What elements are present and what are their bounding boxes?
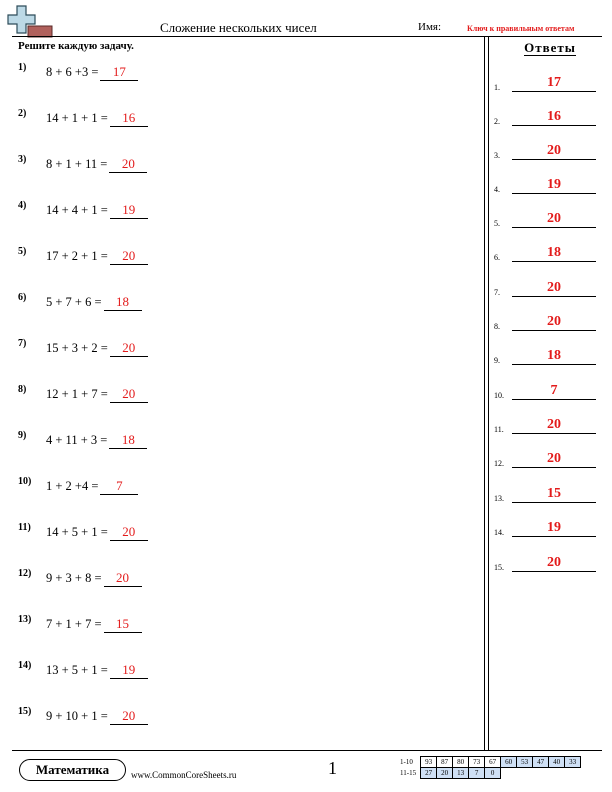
- answer-field[interactable]: 20: [110, 708, 148, 725]
- problem-number: 15): [18, 706, 32, 717]
- problem-expression: 13 + 5 + 1 =: [46, 663, 108, 677]
- problem-expression: 14 + 1 + 1 =: [46, 111, 108, 125]
- answer-field[interactable]: 20: [110, 340, 148, 357]
- problem-expression: 7 + 1 + 7 =: [46, 617, 102, 631]
- answer-key-item: 7. 20: [494, 279, 600, 297]
- footer-divider: [12, 750, 602, 751]
- page-title: Сложение нескольких чисел: [160, 20, 317, 35]
- problem-expression: 4 + 11 + 3 =: [46, 433, 108, 447]
- answer-field[interactable]: 20: [109, 156, 147, 173]
- problem-expression: 14 + 4 + 1 =: [46, 203, 108, 217]
- problem-expression: 15 + 3 + 2 =: [46, 341, 108, 355]
- problem-number: 7): [18, 338, 27, 349]
- answer-key-item: 4. 19: [494, 176, 600, 194]
- answer-field[interactable]: 18: [109, 432, 147, 449]
- problem-number: 9): [18, 430, 27, 441]
- answer-key-item: 9. 18: [494, 347, 600, 365]
- answer-key-item: 8. 20: [494, 313, 600, 331]
- answer-key-item: 12. 20: [494, 450, 600, 468]
- problem-number: 8): [18, 384, 27, 395]
- answer-field[interactable]: 19: [110, 202, 148, 219]
- instructions: Решите каждую задачу.: [18, 40, 134, 52]
- problem-expression: 17 + 2 + 1 =: [46, 249, 108, 263]
- score-row: 11-15 27 20 13 7 0: [398, 768, 581, 779]
- problem-number: 10): [18, 476, 32, 487]
- problem-expression: 8 + 1 + 11 =: [46, 157, 108, 171]
- answer-key-label: Ключ к правильным ответам: [467, 24, 575, 33]
- score-row: 1-10 93 87 80 73 67 60 53 47 40 33: [398, 757, 581, 768]
- header-divider: [12, 36, 602, 37]
- answer-key-item: 10. 7: [494, 382, 600, 400]
- problem-expression: 1 + 2 +4 =: [46, 479, 99, 493]
- answer-key-item: 6. 18: [494, 244, 600, 262]
- problem-number: 13): [18, 614, 32, 625]
- problem-number: 2): [18, 108, 27, 119]
- page-number: 1: [328, 758, 337, 778]
- answer-field[interactable]: 20: [110, 524, 148, 541]
- answers-heading: Ответы: [524, 40, 576, 55]
- problem-number: 3): [18, 154, 27, 165]
- answer-key-item: 1. 17: [494, 74, 600, 92]
- problem-number: 4): [18, 200, 27, 211]
- problem-number: 5): [18, 246, 27, 257]
- answer-field[interactable]: 20: [110, 386, 148, 403]
- problem-expression: 12 + 1 + 7 =: [46, 387, 108, 401]
- answer-field[interactable]: 18: [104, 294, 142, 311]
- problem-expression: 8 + 6 +3 =: [46, 65, 99, 79]
- brand-badge: Математика: [19, 759, 126, 781]
- problem-expression: 14 + 5 + 1 =: [46, 525, 108, 539]
- problem-expression: 5 + 7 + 6 =: [46, 295, 102, 309]
- answer-field[interactable]: 19: [110, 662, 148, 679]
- column-divider: [488, 37, 489, 750]
- answer-field[interactable]: 7: [100, 478, 138, 495]
- answer-key-item: 15. 20: [494, 554, 600, 572]
- answer-field[interactable]: 20: [110, 248, 148, 265]
- answer-key-item: 3. 20: [494, 142, 600, 160]
- plus-logo-icon: [6, 4, 54, 38]
- problem-number: 11): [18, 522, 31, 533]
- answer-key-item: 2. 16: [494, 108, 600, 126]
- problem-expression: 9 + 3 + 8 =: [46, 571, 102, 585]
- answer-key-item: 14. 19: [494, 519, 600, 537]
- column-divider: [484, 37, 485, 750]
- problem-number: 12): [18, 568, 32, 579]
- name-label: Имя:: [418, 21, 442, 33]
- score-table: [398, 756, 581, 779]
- problem-number: 14): [18, 660, 32, 671]
- answer-field[interactable]: 15: [104, 616, 142, 633]
- problem-number: 1): [18, 62, 27, 73]
- answer-field[interactable]: 20: [104, 570, 142, 587]
- problem-expression: 9 + 10 + 1 =: [46, 709, 108, 723]
- answer-field[interactable]: 17: [100, 64, 138, 81]
- site-url: www.CommonCoreSheets.ru: [131, 770, 237, 780]
- problem-number: 6): [18, 292, 27, 303]
- answer-key-item: 13. 15: [494, 485, 600, 503]
- answer-field[interactable]: 16: [110, 110, 148, 127]
- answer-key-item: 11. 20: [494, 416, 600, 434]
- answer-key-item: 5. 20: [494, 210, 600, 228]
